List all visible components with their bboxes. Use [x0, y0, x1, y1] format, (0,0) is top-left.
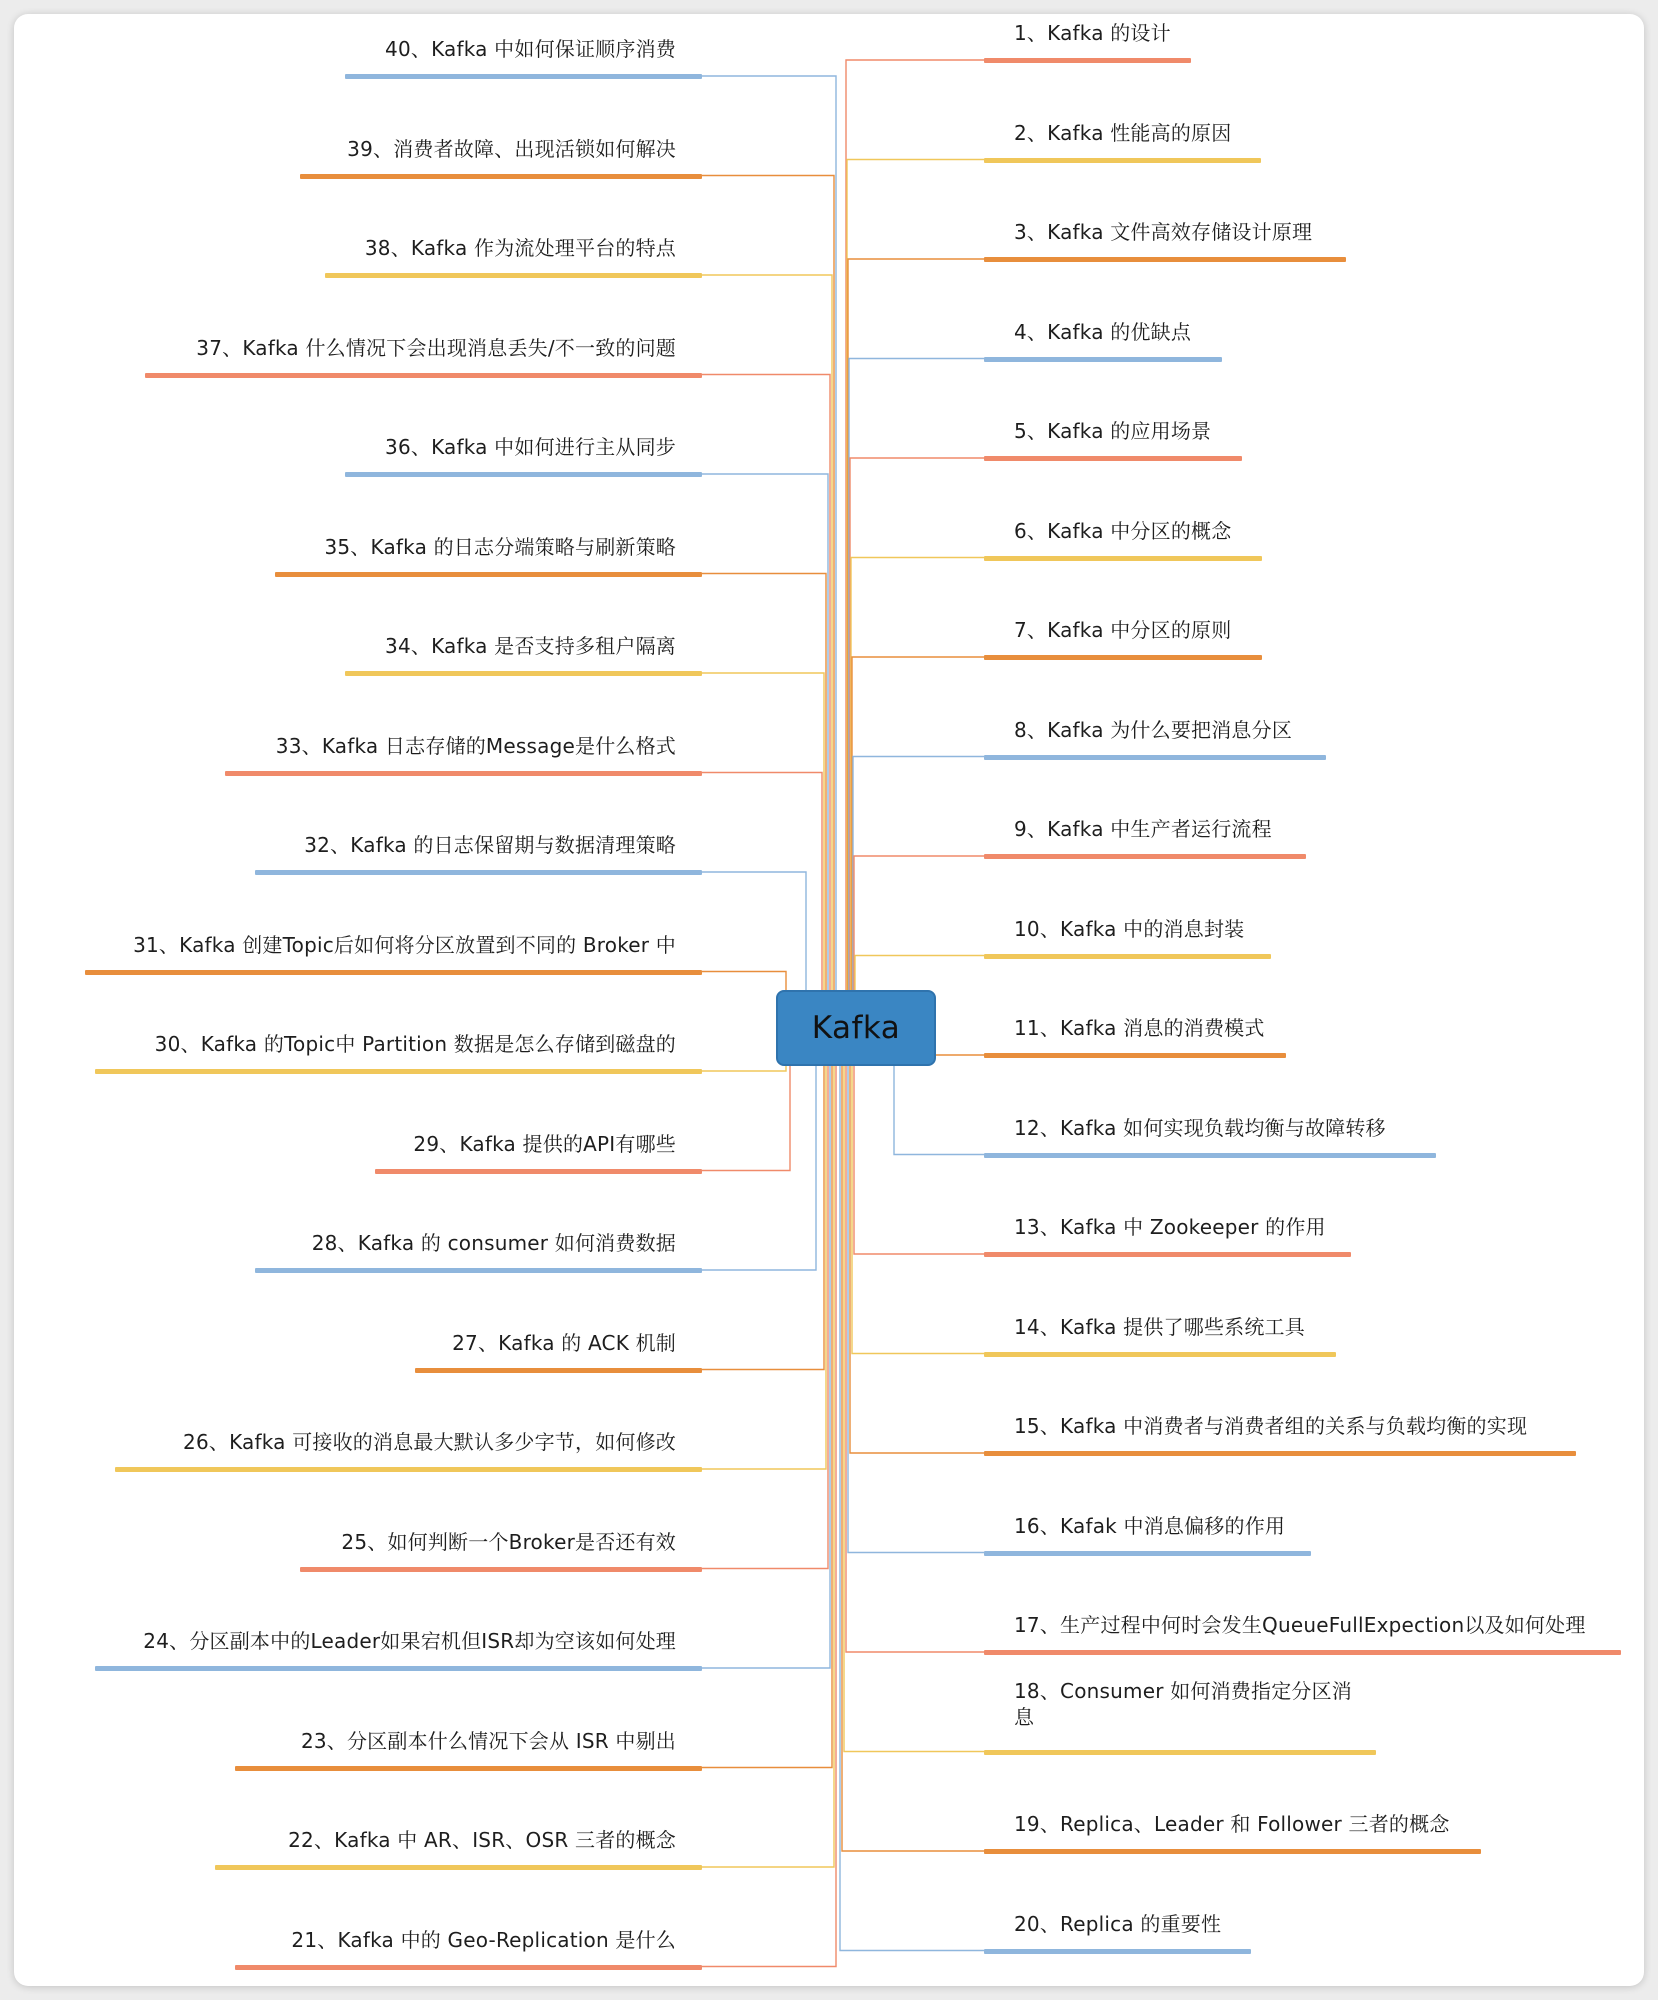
topic-node-right-19[interactable]: 19、Replica、Leader 和 Follower 三者的概念: [1014, 1812, 1450, 1836]
topic-node-right-12[interactable]: 12、Kafka 如何实现负载均衡与故障转移: [1014, 1115, 1386, 1140]
topic-node-right-10[interactable]: 10、Kafka 中的消息封装: [1014, 916, 1245, 941]
connector-right-20: [840, 1028, 984, 1951]
branch-underline: [984, 1650, 1621, 1655]
connector-left-21: [702, 1028, 856, 1967]
topic-node-right-14[interactable]: 14、Kafka 提供了哪些系统工具: [1014, 1314, 1305, 1339]
topic-node-left-37[interactable]: 37、Kafka 什么情况下会出现消息丢失/不一致的问题: [196, 335, 676, 360]
topic-node-right-7[interactable]: 7、Kafka 中分区的原则: [1014, 618, 1232, 642]
topic-node-right-8[interactable]: 8、Kafka 为什么要把消息分区: [1014, 717, 1293, 742]
branch-underline: [984, 1352, 1336, 1357]
topic-node-right-1[interactable]: 1、Kafka 的设计: [1014, 21, 1171, 45]
topic-node-left-21[interactable]: 21、Kafka 中的 Geo-Replication 是什么: [291, 1927, 676, 1952]
connector-left-23: [702, 1028, 856, 1768]
branch-underline: [984, 1153, 1436, 1158]
topic-node-left-35[interactable]: 35、Kafka 的日志分端策略与刷新策略: [324, 534, 676, 559]
branch-underline: [345, 74, 702, 79]
branch-underline: [345, 671, 702, 676]
topic-node-right-4[interactable]: 4、Kafka 的优缺点: [1014, 319, 1192, 344]
connector-right-19: [842, 1028, 984, 1851]
branch-underline: [984, 1252, 1351, 1257]
branch-underline: [325, 273, 702, 278]
connector-left-39: [702, 176, 856, 1029]
branch-underline: [255, 1268, 702, 1273]
topic-node-left-34[interactable]: 34、Kafka 是否支持多租户隔离: [385, 634, 676, 658]
branch-underline: [95, 1069, 702, 1074]
connector-left-38: [702, 275, 856, 1028]
topic-node-right-9[interactable]: 9、Kafka 中生产者运行流程: [1014, 817, 1272, 841]
branch-underline: [275, 572, 702, 577]
connector-left-35: [702, 574, 856, 1029]
branch-underline: [300, 174, 702, 179]
branch-underline: [300, 1567, 702, 1572]
topic-node-left-38[interactable]: 38、Kafka 作为流处理平台的特点: [364, 236, 676, 260]
topic-node-right-2[interactable]: 2、Kafka 性能高的原因: [1014, 120, 1232, 145]
topic-node-left-33[interactable]: 33、Kafka 日志存储的Message是什么格式: [275, 733, 676, 758]
connector-right-8: [853, 757, 984, 1029]
topic-node-right-20[interactable]: 20、Replica 的重要性: [1014, 1911, 1222, 1936]
central-topic-node[interactable]: [776, 990, 936, 1066]
connector-right-15: [850, 1028, 984, 1453]
topic-node-right-18[interactable]: 18、Consumer 如何消费指定分区消息: [1014, 1678, 1352, 1729]
topic-node-left-25[interactable]: 25、如何判断一个Broker是否还有效: [341, 1529, 676, 1554]
branch-underline: [375, 1169, 702, 1174]
topic-node-left-32[interactable]: 32、Kafka 的日志保留期与数据清理策略: [304, 833, 676, 857]
connector-right-18: [844, 1028, 984, 1752]
connector-left-26: [702, 1028, 856, 1469]
branch-underline: [984, 1551, 1311, 1556]
topic-node-right-16[interactable]: 16、Kafak 中消息偏移的作用: [1014, 1513, 1286, 1538]
topic-node-right-5[interactable]: 5、Kafka 的应用场景: [1014, 419, 1212, 443]
connector-left-24: [702, 1028, 856, 1668]
topic-node-left-24[interactable]: 24、分区副本中的Leader如果宕机但ISR却为空该如何处理: [143, 1629, 676, 1653]
branch-underline: [95, 1666, 702, 1671]
branch-underline: [984, 1949, 1251, 1954]
topic-node-left-31[interactable]: 31、Kafka 创建Topic后如何将分区放置到不同的 Broker 中: [133, 932, 676, 957]
connector-right-17: [846, 1028, 984, 1652]
topic-node-left-23[interactable]: 23、分区副本什么情况下会从 ISR 中剔出: [300, 1728, 676, 1753]
topic-node-right-11[interactable]: 11、Kafka 消息的消费模式: [1014, 1016, 1265, 1040]
topic-node-left-26[interactable]: 26、Kafka 可接收的消息最大默认多少字节，如何修改: [183, 1430, 676, 1454]
connector-right-6: [851, 558, 984, 1029]
branch-underline: [984, 954, 1271, 959]
branch-underline: [984, 755, 1326, 760]
topic-node-right-17[interactable]: 17、生产过程中何时会发生QueueFullExpection以及如何处理: [1014, 1613, 1586, 1637]
topic-node-left-27[interactable]: 27、Kafka 的 ACK 机制: [452, 1330, 676, 1355]
branch-underline: [984, 456, 1242, 461]
branch-underline: [215, 1865, 702, 1870]
connector-right-2: [847, 160, 984, 1029]
topic-node-left-39[interactable]: 39、消费者故障、出现活锁如何解决: [347, 136, 676, 161]
topic-node-right-13[interactable]: 13、Kafka 中 Zookeeper 的作用: [1014, 1215, 1326, 1239]
connector-left-37: [702, 375, 856, 1029]
connector-right-3: [848, 259, 984, 1028]
branch-underline: [984, 1849, 1481, 1854]
branch-underline: [145, 373, 702, 378]
branch-underline: [984, 357, 1222, 362]
connector-left-36: [702, 474, 856, 1028]
branch-underline: [984, 1053, 1286, 1058]
topic-node-right-15[interactable]: 15、Kafka 中消费者与消费者组的关系与负载均衡的实现: [1014, 1414, 1528, 1438]
topic-node-left-29[interactable]: 29、Kafka 提供的API有哪些: [413, 1131, 676, 1156]
branch-underline: [984, 1750, 1376, 1755]
connector-left-25: [702, 1028, 856, 1569]
branch-underline: [984, 1451, 1576, 1456]
connector-right-4: [849, 359, 984, 1029]
connector-left-22: [702, 1028, 856, 1867]
branch-underline: [235, 1766, 702, 1771]
branch-underline: [345, 472, 702, 477]
branch-underline: [984, 556, 1262, 561]
branch-underline: [984, 58, 1191, 63]
branch-underline: [415, 1368, 702, 1373]
connector-right-1: [846, 60, 984, 1028]
branch-underline: [984, 854, 1306, 859]
topic-node-left-22[interactable]: 22、Kafka 中 AR、ISR、OSR 三者的概念: [288, 1828, 676, 1852]
connector-left-27: [702, 1028, 856, 1370]
topic-node-left-36[interactable]: 36、Kafka 中如何进行主从同步: [385, 435, 676, 459]
connector-left-34: [702, 673, 856, 1028]
connector-right-7: [852, 657, 984, 1028]
branch-underline: [984, 257, 1346, 262]
branch-underline: [235, 1965, 702, 1970]
topic-node-left-40[interactable]: 40、Kafka 中如何保证顺序消费: [385, 37, 676, 61]
topic-node-left-30[interactable]: 30、Kafka 的Topic中 Partition 数据是怎么存储到磁盘的: [154, 1032, 676, 1056]
branch-underline: [85, 970, 702, 975]
topic-node-right-3[interactable]: 3、Kafka 文件高效存储设计原理: [1014, 220, 1313, 244]
connector-right-16: [848, 1028, 984, 1553]
central-topic-label: Kafka: [811, 1010, 901, 1046]
branch-underline: [115, 1467, 702, 1472]
branch-underline: [984, 158, 1261, 163]
connector-left-40: [702, 76, 856, 1028]
topic-node-right-6[interactable]: 6、Kafka 中分区的概念: [1014, 518, 1232, 543]
branch-underline: [984, 655, 1262, 660]
mindmap-canvas: [14, 14, 1644, 1986]
topic-node-left-28[interactable]: 28、Kafka 的 consumer 如何消费数据: [311, 1231, 676, 1255]
branch-underline: [255, 870, 702, 875]
connector-right-5: [850, 458, 984, 1028]
branch-underline: [225, 771, 702, 776]
connector-right-14: [852, 1028, 984, 1354]
